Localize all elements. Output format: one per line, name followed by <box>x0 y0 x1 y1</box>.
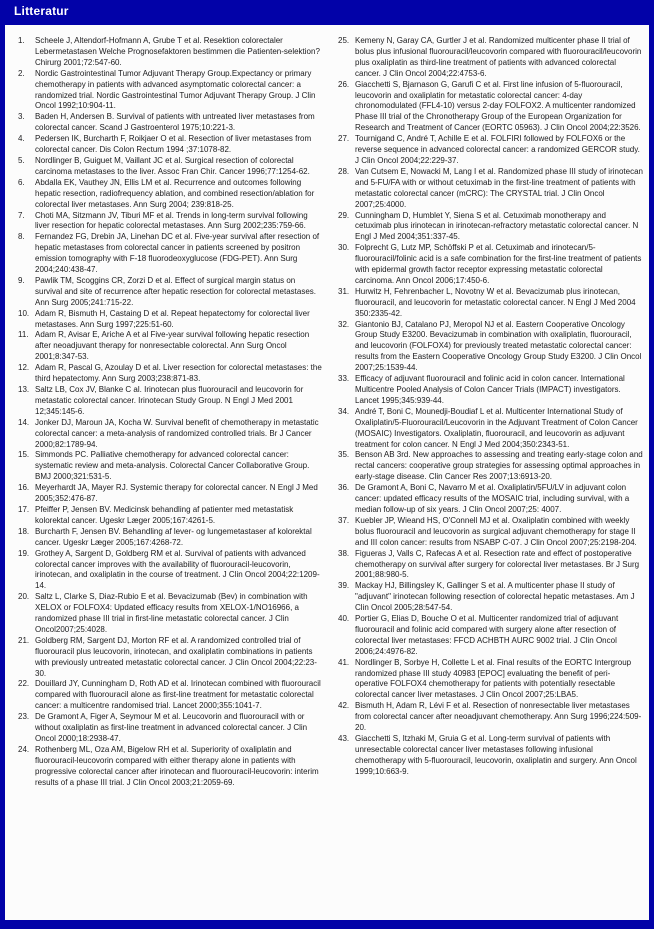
reference-item <box>335 134 643 167</box>
reference-item <box>15 232 323 276</box>
reference-text: Pfeiffer P, Jensen BV. Medicinsk behandling af patienter med metastatisk kolorektal cancer. Ugeskr Læger 2005;167:4261-5. <box>35 504 294 525</box>
reference-number: 20. <box>18 592 30 602</box>
reference-number: 27. <box>338 134 350 144</box>
reference-number: 32. <box>338 319 350 329</box>
reference-item <box>15 134 323 156</box>
reference-number: 19. <box>18 548 30 558</box>
reference-item <box>15 450 323 483</box>
reference-text: Giantonio BJ, Catalano PJ, Meropol NJ et al. Eastern Cooperative Oncology Group Study E3200. Bevacizumab in combination with oxaliplatin, fluorouracil, and leucovorin (FOLFOX4) for previously treated metastatic colorectal cancer: results from the Eastern Cooperative Oncology Group Study E3200. J Clin Oncol 2007;25:1539-44. <box>355 319 642 373</box>
reference-text: De Gramont A, Boni C, Navarro M et al. Oxaliplatin/5FU/LV in adjuvant colon cancer: updated efficacy results of the MOSAIC trial, including survival, with a median follow-up of six years. J Clin Oncol 2007;25: 4007. <box>355 483 630 514</box>
reference-number: 25. <box>338 36 350 45</box>
reference-number: 35. <box>338 450 350 460</box>
reference-text: De Gramont A, Figer A, Seymour M et al. Leucovorin and fluorouracil with or without oxaliplatin as first-line treatment in advanced colorectal cancer. J Clin Oncol 2000;18:2938-47. <box>35 712 308 743</box>
reference-item <box>15 385 323 418</box>
reference-item <box>15 712 323 745</box>
reference-text: Douillard JY, Cunningham D, Roth AD et al. Irinotecan combined with fluorouracil compared with fluorouracil alone as first-line treatment for metastatic colorectal cancer: a multicentre randomised trial. Lancet 2000;355:1041-7. <box>35 679 321 711</box>
reference-number: 36. <box>338 483 350 493</box>
reference-item <box>335 320 643 375</box>
reference-text: Jonker DJ, Maroun JA, Kocha W. Survival benefit of chemotherapy in metastatic colorectal cancer: a meta-analysis of randomized controlled trials. Br J Cancer 2000;82:1789-94. <box>35 417 319 449</box>
reference-item <box>335 407 643 451</box>
reference-text: Burcharth F, Jensen BV. Behandling af lever- og lungemetastaser af kolorektal cancer. Ugeskr Læger 2005;167:4268-72. <box>35 526 312 547</box>
reference-text: Abdalla EK, Vauthey JN, Ellis LM et al. Recurrence and outcomes following hepatic resection, radiofrequency ablation, and combined resection/ablation for colorectal liver metastases. Ann Surg 2004; 239:818-25. <box>35 177 315 209</box>
reference-text: Pedersen IK, Burcharth F, Roikjaer O et al. Resection of liver metastases from colorectal cancer. Dis Colon Rectum 1994 ;37:1078-82. <box>35 134 312 155</box>
reference-item <box>335 80 643 135</box>
reference-text: Pawlik TM, Scoggins CR, Zorzi D et al. Effect of surgical margin status on survival and site of recurrence after hepatic resection for colorectal metastases. Ann Surg 2005;241:715-22. <box>35 275 317 307</box>
reference-item <box>15 505 323 527</box>
reference-number: 33. <box>338 374 350 384</box>
reference-number: 38. <box>338 548 350 558</box>
reference-number: 21. <box>18 635 30 645</box>
reference-text: Rothenberg ML, Oza AM, Bigelow RH et al. Superiority of oxaliplatin and fluorouracil-leucovorin compared with either therapy alone in patients with progressive colorectal cancer after irinotecan and fluorouracil-leucovorin: interim results of a phase III trial. J Clin Oncol 2003;21:2059-69. <box>35 744 319 787</box>
reference-item <box>15 679 323 712</box>
section-header-bar <box>5 0 649 25</box>
reference-text: Nordlinger B, Sorbye H, Collette L et al. Final results of the EORTC Intergroup randomized phase III study 40983 [EPOC] evaluating the benefit of peri-operative FOLFOX4 chemotherapy for patients with potentially resectable colorectal cancer liver metastases. J Clin Oncol 2007;25:LBA5. <box>355 657 632 700</box>
reference-item <box>335 614 643 658</box>
reference-number: 1. <box>18 36 25 45</box>
reference-item <box>335 211 643 244</box>
reference-number: 8. <box>18 232 25 242</box>
reference-number: 30. <box>338 243 350 253</box>
reference-text: Giacchetti S, Itzhaki M, Gruia G et al. Long-term survival of patients with unresectable colorectal cancer liver metastases following infusional chemotherapy with 5-fluorouracil, leucovorin, oxaliplatin and surgery. Ann Oncol 1999;10:663-9. <box>355 734 637 776</box>
reference-item <box>15 330 323 363</box>
reference-item <box>335 450 643 483</box>
reference-number: 18. <box>18 526 30 536</box>
reference-number: 10. <box>18 308 30 318</box>
reference-text: Cunningham D, Humblet Y, Siena S et al. Cetuximab monotherapy and cetuximab plus irinotecan in irinotecan-refractory metastatic colorectal cancer. N Engl J Med 2004;351:337-45. <box>355 210 639 242</box>
reference-number: 7. <box>18 210 25 220</box>
reference-number: 26. <box>338 79 350 89</box>
reference-item <box>335 287 643 320</box>
reference-number: 40. <box>338 614 350 624</box>
reference-item <box>335 549 643 582</box>
reference-text: Fernandez FG, Drebin JA, Linehan DC et al. Five-year survival after resection of hepatic metastases from colorectal cancer in patients screened by positron emission tomography with F-18 fluorodeoxyglucose (FDG-PET). Ann Surg 2004;240:438-47. <box>35 232 320 275</box>
reference-number: 16. <box>18 483 30 493</box>
reference-text: Benson AB 3rd. New approaches to assessing and treating early-stage colon and rectal cancers: cooperative group strategies for assessing optimal approaches in early-stage disease. Clin Cancer Res 2007;13:6913-20. <box>355 450 643 482</box>
reference-item <box>335 658 643 702</box>
reference-text: Goldberg RM, Sargent DJ, Morton RF et al. A randomized controlled trial of fluorouracil plus leucovorin, irinotecan, and oxaliplatin combinations in patients with previously untreated metastatic colorectal cancer. J Clin Oncol 2004;22:23-30. <box>35 635 317 678</box>
reference-number: 24. <box>18 744 30 754</box>
reference-text: Efficacy of adjuvant fluorouracil and folinic acid in colon cancer. International Multicentre Pooled Analysis of Colon Cancer Trials (IMPACT) investigators. Lancet 1995;345:939-44. <box>355 374 625 405</box>
reference-item <box>15 156 323 178</box>
reference-item <box>15 418 323 451</box>
reference-number: 29. <box>338 210 350 220</box>
reference-text: Saltz LB, Cox JV, Blanke C al. Irinotecan plus fluorouracil and leucovorin for metastatic colorectal cancer. Irinotecan Study Group. N Engl J Med 2001 12;345:145-6. <box>35 385 304 416</box>
page-inner <box>5 0 649 920</box>
reference-text: Saltz L, Clarke S, Diaz-Rubio E et al. Bevacizumab (Bev) in combination with XELOX or FOLFOX4: Updated efficacy results from XELOX-1/NO16966, a randomized phase III trial in first-line metastatic colorectal cancer. J Clin Oncol2007;25:4028. <box>35 592 308 634</box>
reference-item <box>15 527 323 549</box>
reference-number: 9. <box>18 275 25 285</box>
reference-column-right <box>335 36 643 920</box>
reference-number: 42. <box>338 701 350 711</box>
reference-number: 22. <box>18 679 30 689</box>
reference-number: 43. <box>338 734 350 743</box>
reference-item <box>15 211 323 233</box>
reference-number: 5. <box>18 155 25 165</box>
reference-text: Simmonds PC. Palliative chemotherapy for advanced colorectal cancer: systematic review and meta-analysis. Colorectal Cancer Collaborative Group. BMJ 2000;321:531-5. <box>35 450 310 482</box>
reference-item <box>15 549 323 593</box>
reference-number: 28. <box>338 166 350 176</box>
reference-number: 12. <box>18 363 30 373</box>
reference-item <box>15 276 323 309</box>
reference-number: 6. <box>18 177 25 187</box>
reference-number: 4. <box>18 134 25 144</box>
reference-column-left <box>15 36 323 920</box>
reference-text: Bismuth H, Adam R, Lévi F et al. Resection of nonresectable liver metastases from colorectal cancer after neoadjuvant chemotherapy. Ann Surg 1996;224:509-20. <box>355 701 642 733</box>
reference-text: Giacchetti S, Bjarnason G, Garufi C et al. First line infusion of 5-fluorouracil, leucovorin and oxaliplatin for metastatic colorectal cancer: 4-day chronomodulated (FFL4-10) versus 2-day FOLFOX2. A multicenter randomized Phase III trial of the Chronotherapy Group of the European Organization for Research and Treatment of Cancer (EORTC 05963). J Clin Oncol 2004;22:3526. <box>355 79 641 133</box>
reference-text: Van Cutsem E, Nowacki M, Lang I et al. Randomized phase III study of irinotecan and 5-FU/FA with or without cetuximab in the first-line treatment of patients with metastatic colorectal cancer (mCRC): The CRYSTAL trial. J Clin Oncol 2007;25:4000. <box>355 166 643 209</box>
reference-number: 17. <box>18 504 30 514</box>
reference-item <box>15 636 323 680</box>
page-title: Litteratur <box>14 4 69 18</box>
reference-text: Portier G, Elias D, Bouche O et al. Multicenter randomized trial of adjuvant fluorouracil and folinic acid compared with surgery alone after resection of colorectal liver metastases: FFCD ACHBTH AURC 9002 trial. J Clin Oncol 2006;24:4976-82. <box>355 614 619 656</box>
reference-text: Grothey A, Sargent D, Goldberg RM et al. Survival of patients with advanced colorectal cancer improves with the availability of fluorouracil-leucovorin, irinotecan, and oxaliplatin in the course of treatment. J Clin Oncol 2004;22:1209-14. <box>35 548 320 591</box>
reference-number: 3. <box>18 112 25 122</box>
reference-item <box>335 516 643 549</box>
reference-item <box>335 734 643 778</box>
reference-text: Baden H, Andersen B. Survival of patients with untreated liver metastases from colorectal cancer. Scand J Gastroenterol 1975;10:221-3. <box>35 112 315 133</box>
reference-number: 41. <box>338 657 350 667</box>
reference-item <box>15 178 323 211</box>
reference-text: Mackay HJ, Billingsley K, Gallinger S et al. A multicenter phase II study of "adjuvant" irinotecan following resection of colorectal hepatic metastases. Am J Clin Oncol 2005;28:547-54. <box>355 581 635 613</box>
reference-number: 37. <box>338 515 350 525</box>
reference-text: Choti MA, Sitzmann JV, Tiburi MF et al. Trends in long-term survival following liver resection for hepatic colorectal metastases. Ann Surg 2002;235:759-66. <box>35 210 308 231</box>
reference-text: Tournigand C, André T, Achille E et al. FOLFIRI followed by FOLFOX6 or the reverse sequence in advanced colorectal cancer: a randomized GERCOR study. J Clin Oncol 2004;22:229-37. <box>355 134 640 165</box>
reference-number: 31. <box>338 286 350 296</box>
reference-item <box>15 745 323 789</box>
reference-number: 14. <box>18 417 30 427</box>
reference-text: Nordlinger B, Guiguet M, Vaillant JC et al. Surgical resection of colorectal carcinoma metastases to the liver. Assoc Fran Chir. Cancer 1996;77:1254-62. <box>35 155 310 176</box>
reference-number: 15. <box>18 450 30 460</box>
reference-list <box>5 25 649 920</box>
reference-item <box>335 36 643 80</box>
reference-text: Figueras J, Valls C, Rafecas A et al. Resection rate and effect of postoperative chemotherapy on survival after surgery for colorectal liver metastases. Br J Surg 2001;88:980-5. <box>355 548 640 580</box>
reference-text: Kemeny N, Garay CA, Gurtler J et al. Randomized multicenter phase II trial of bolus plus infusional fluorouracil/leucovorin compared with fluorouracil/leucovorin plus oxaliplatin as third-line treatment of patients with advanced colorectal cancer. J Clin Oncol 2004;22:4753-6. <box>355 36 642 78</box>
reference-item <box>15 483 323 505</box>
reference-item <box>335 483 643 516</box>
reference-item <box>15 363 323 385</box>
reference-item <box>15 69 323 113</box>
reference-text: André T, Boni C, Mounedji-Boudiaf L et al. Multicenter International Study of Oxaliplatin/5-Fluorouracil/Leucovorin in the Adjuvant Treatment of Colon Cancer (MOSAIC) Investigators. Oxaliplatin, fluorouracil, and leucovorin as adjuvant treatment for colon cancer. N Engl J Med 2004;350:2343-51. <box>355 406 638 449</box>
reference-item <box>335 243 643 287</box>
reference-text: Scheele J, Altendorf-Hofmann A, Grube T et al. Resektion colorectaler Lebermetastasen Welche Prognosefaktoren bestimmen die Patienten-selektion? Chirurg 2001;72:547-60. <box>35 36 320 67</box>
reference-text: Kuebler JP, Wieand HS, O'Connell MJ et al. Oxaliplatin combined with weekly bolus fluorouracil and leucovorin as surgical adjuvant chemotherapy for stage II and III colon cancer: results from NSABP C-07. J Clin Oncol 2007;25:2198-204. <box>355 515 637 547</box>
reference-number: 34. <box>338 406 350 416</box>
reference-number: 11. <box>18 330 29 340</box>
reference-text: Nordic Gastrointestinal Tumor Adjuvant Therapy Group.Expectancy or primary chemotherapy in patients with advanced asymptomatic colorectal cancer: a randomized trial. Nordic Gastrointestinal Tumor Adjuvant Therapy Group. J Clin Oncol 1992;10:904-11. <box>35 68 316 111</box>
reference-number: 13. <box>18 385 30 394</box>
reference-text: Adam R, Pascal G, Azoulay D et al. Liver resection for colorectal metastases: the third hepatectomy. Ann Surg 2003;238:871-83. <box>35 363 322 384</box>
reference-item <box>335 701 643 734</box>
reference-text: Folprecht G, Lutz MP, Schöffski P et al. Cetuximab and irinotecan/5-fluorouracil/folinic acid is a safe combination for the first-line treatment of patients with epidermal growth factor receptor expressing metastatic colorectal carcinoma. Ann Oncol 2006;17:450-6. <box>355 243 642 285</box>
reference-number: 39. <box>338 581 350 591</box>
reference-number: 2. <box>18 68 25 78</box>
reference-item <box>335 167 643 211</box>
reference-item <box>15 309 323 331</box>
reference-text: Meyerhardt JA, Mayer RJ. Systemic therapy for colorectal cancer. N Engl J Med 2005;352:476-87. <box>35 483 318 504</box>
reference-text: Hurwitz H, Fehrenbacher L, Novotny W et al. Bevacizumab plus irinotecan, fluorouracil, and leucovorin for metastatic colorectal cancer. N Engl J Med 2004 350:2335-42. <box>355 286 636 318</box>
reference-text: Adam R, Avisar E, Ariche A et al Five-year survival following hepatic resection after neoadjuvant therapy for nonresectable colorectal. Ann Surg Oncol 2001;8:347-53. <box>35 330 310 362</box>
reference-item <box>335 581 643 614</box>
reference-text: Adam R, Bismuth H, Castaing D et al. Repeat hepatectomy for colorectal liver metastases. Ann Surg 1997;225:51-60. <box>35 308 310 329</box>
reference-item <box>15 36 323 69</box>
reference-item <box>15 112 323 134</box>
reference-item <box>15 592 323 636</box>
reference-number: 23. <box>18 712 30 722</box>
reference-item <box>335 374 643 407</box>
